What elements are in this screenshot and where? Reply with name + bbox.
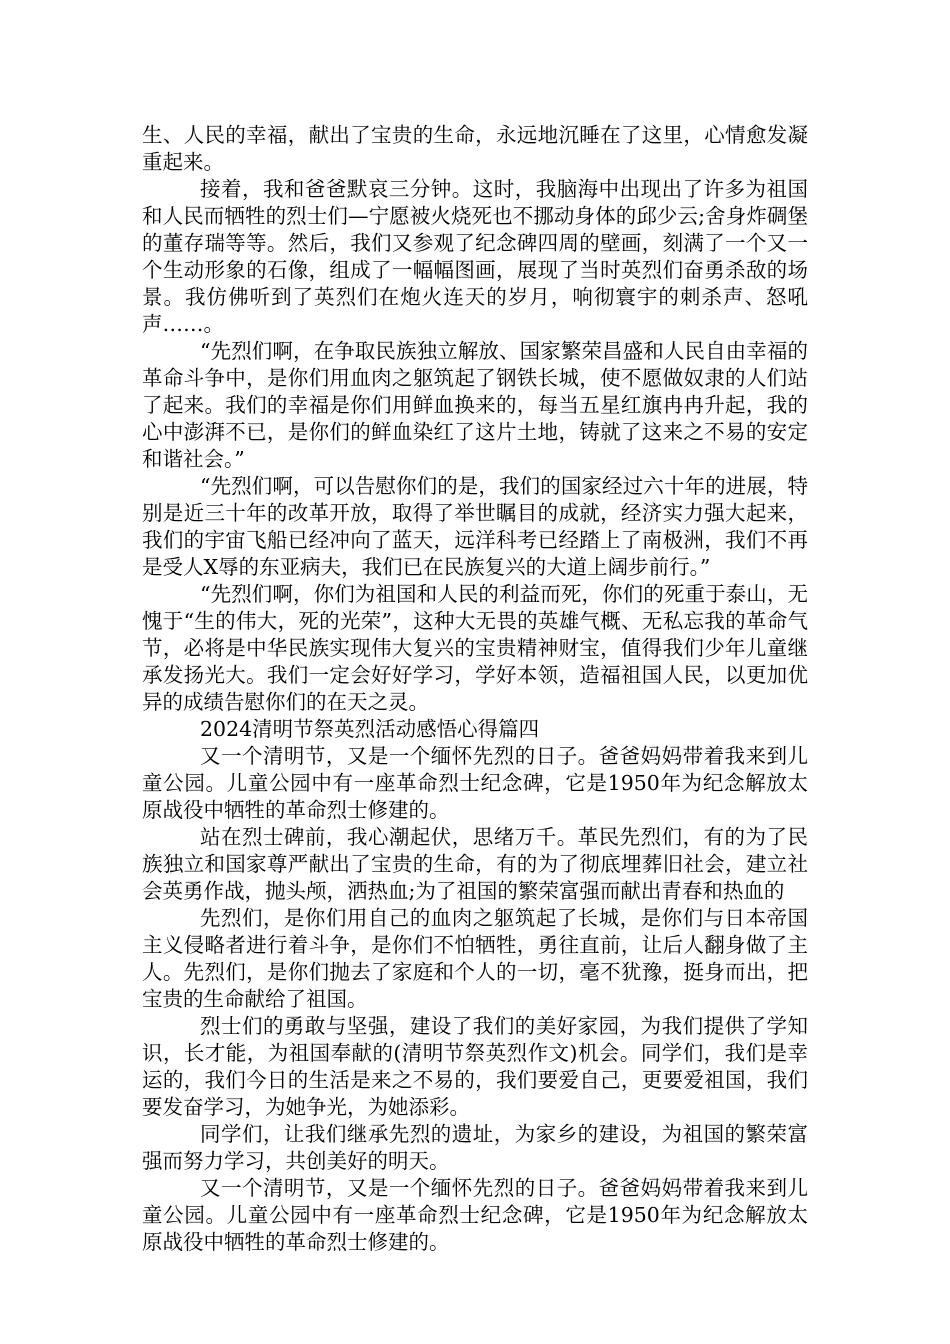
paragraph-6: 又一个清明节，又是一个缅怀先烈的日子。爸爸妈妈带着我来到儿童公园。儿童公园中有一座革命烈士纪念碑，它是1950年为纪念解放太原战役中牺牲的革命烈士修建的。 [142,744,808,822]
paragraph-10: 同学们，让我们继承先烈的遗址，为家乡的建设，为祖国的繁荣富强而努力学习，共创美好的明天。 [142,1122,808,1173]
paragraph-2: 接着，我和爸爸默哀三分钟。这时，我脑海中出现出了许多为祖国和人民而牺牲的烈士们—宁愿被火烧死也不挪动身体的邱少云;舍身炸碉堡的董存瑞等等。然后，我们又参观了纪念碑四周的壁画，刻满了一个又一个生动形象的石像，组成了一幅幅图画，展现了当时英烈们奋勇杀敌的场景。我仿佛听到了英烈们在炮火连天的岁月，响彻寰宇的刺杀声、怒吼声……。 [142,177,808,336]
paragraph-7: 站在烈士碑前，我心潮起伏，思绪万千。革民先烈们，有的为了民族独立和国家尊严献出了宝贵的生命，有的为了彻底埋葬旧社会，建立社会英勇作战，抛头颅，洒热血;为了祖国的繁荣富强而献出青春和热血的 [142,825,808,903]
paragraph-11: 又一个清明节，又是一个缅怀先烈的日子。爸爸妈妈带着我来到儿童公园。儿童公园中有一座革命烈士纪念碑，它是1950年为纪念解放太原战役中牺牲的革命烈士修建的。 [142,1176,808,1254]
paragraph-1: 生、人民的幸福，献出了宝贵的生命，永远地沉睡在了这里，心情愈发凝重起来。 [142,123,808,174]
section-heading: 2024清明节祭英烈活动感悟心得篇四 [200,717,540,741]
paragraph-8: 先烈们，是你们用自己的血肉之躯筑起了长城，是你们与日本帝国主义侵略者进行着斗争，是你们不怕牺牲，勇往直前，让后人翻身做了主人。先烈们，是你们抛去了家庭和个人的一切，毫不犹豫，挺身而出，把宝贵的生命献给了祖国。 [142,906,808,1011]
document-body [142,122,808,1256]
paragraph-9: 烈士们的勇敢与坚强，建设了我们的美好家园，为我们提供了学知识，长才能，为祖国奉献的(清明节祭英烈作文)机会。同学们，我们是幸运的，我们今日的生活是来之不易的，我们要爱自己，更要爱祖国，我们要发奋学习，为她争光，为她添彩。 [142,1014,808,1119]
paragraph-4: “先烈们啊，可以告慰你们的是，我们的国家经过六十年的进展，特别是近三十年的改革开放，取得了举世瞩目的成就，经济实力强大起来，我们的宇宙飞船已经冲向了蓝天，远洋科考已经踏上了南极洲，我们不再是受人X辱的东亚病夫，我们已在民族复兴的大道上阔步前行。” [142,474,808,579]
paragraph-3: “先烈们啊，在争取民族独立解放、国家繁荣昌盛和人民自由幸福的革命斗争中，是你们用血肉之躯筑起了钢铁长城，使不愿做奴隶的人们站了起来。我们的幸福是你们用鲜血换来的，每当五星红旗冉冉升起，我的心中澎湃不已，是你们的鲜血染红了这片土地，铸就了这来之不易的安定和谐社会。” [142,339,808,471]
paragraph-5: “先烈们啊，你们为祖国和人民的利益而死，你们的死重于泰山，无愧于“生的伟大，死的光荣”，这种大无畏的英雄气概、无私忘我的革命气节，必将是中华民族实现伟大复兴的宝贵精神财宝，值得我们少年儿童继承发扬光大。我们一定会好好学习，学好本领，造福祖国人民，以更加优异的成绩告慰你们的在天之灵。 [142,582,808,714]
